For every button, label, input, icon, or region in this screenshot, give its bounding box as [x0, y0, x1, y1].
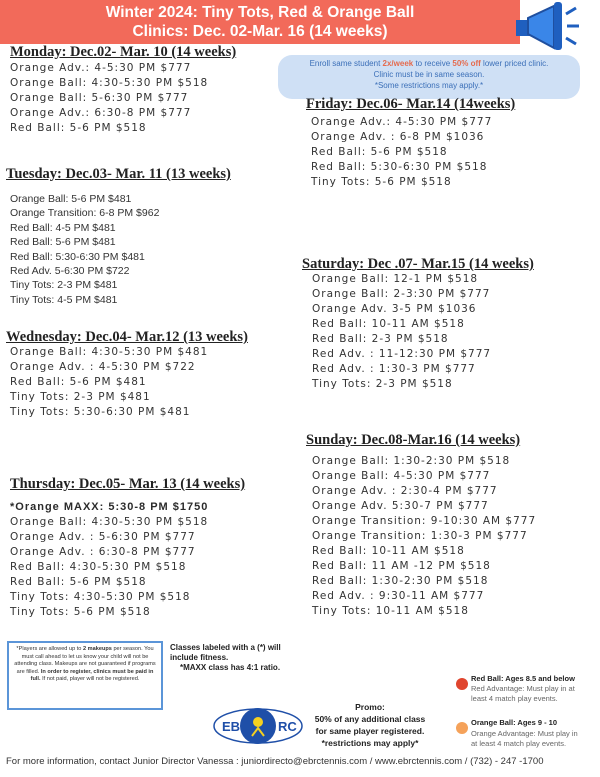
- maxx-label: Orange MAXX: 5:30-8 PM $1750: [15, 501, 209, 513]
- class-item: Red Ball: 5-6 PM $481: [10, 236, 116, 249]
- class-item: Orange Ball: 5-6:30 PM $777: [10, 92, 189, 104]
- class-item: Orange Adv. 3-5 PM $1036: [312, 303, 477, 315]
- class-item: Red Ball: 5:30-6:30 PM $481: [10, 250, 145, 263]
- promo-pill: [278, 55, 580, 99]
- monday-list: [10, 62, 208, 137]
- class-item: Red Adv. 5-6:30 PM $722: [10, 264, 130, 277]
- logo-text-right: RC: [278, 719, 297, 734]
- orange-ball-icon: [456, 722, 468, 734]
- tuesday-heading: Tuesday: Dec.03- Mar. 11 (13 weeks): [6, 166, 231, 182]
- promo-pill-text: to receive: [413, 59, 453, 68]
- makeup-policy-box: [7, 641, 163, 710]
- orange-ball-desc: Orange Advantage: Must play in at least 4 match play events.: [471, 729, 578, 748]
- class-item: Tiny Tots: 5-6 PM $518: [311, 176, 452, 188]
- promo-pill-line3: *Some restrictions may apply.*: [374, 81, 484, 90]
- class-item: Orange Adv.: 4-5:30 PM $777: [10, 62, 192, 74]
- class-item: Orange Ball: 2-3:30 PM $777: [312, 288, 491, 300]
- red-ball-title: Red Ball: Ages 8.5 and below: [471, 674, 575, 683]
- saturday-heading: Saturday: Dec .07- Mar.15 (14 weeks): [302, 256, 534, 272]
- policy-text: *Players are allowed up to: [16, 646, 83, 652]
- class-item: Orange Adv. : 5-6:30 PM $777: [10, 531, 196, 543]
- class-item: Orange Adv. : 2:30-4 PM $777: [312, 485, 498, 497]
- contact-footer: For more information, contact Junior Director Vanessa : juniordirecto@ebrctennis.com / www.ebrctennis.com / (732) - 247 -1700: [6, 756, 544, 767]
- promo-pill-bold: 2x/week: [382, 59, 414, 68]
- friday-list: [311, 116, 492, 191]
- wednesday-heading: Wednesday: Dec.04- Mar.12 (13 weeks): [6, 329, 248, 345]
- promo-line2: for same player registered.: [315, 726, 425, 736]
- policy-bold: In order to register, clinics must be paid in full.: [30, 668, 154, 682]
- promo-line1: 50% of any additional class: [314, 714, 426, 724]
- class-item: Orange Transition: 6-8 PM $962: [10, 207, 160, 220]
- class-item: Red Ball: 5-6 PM $518: [10, 122, 147, 134]
- class-item: Orange Adv.: 4-5:30 PM $777: [311, 116, 493, 128]
- wednesday-list: [10, 346, 208, 421]
- class-item: Orange Ball: 1:30-2:30 PM $518: [312, 455, 511, 467]
- promo-pill-text: Enroll same student: [309, 59, 383, 68]
- class-item: Red Ball: 5-6 PM $518: [10, 576, 147, 588]
- sunday-list: [312, 455, 536, 620]
- banner-title: Winter 2024: Tiny Tots, Red & Orange Ball: [105, 4, 415, 21]
- sunday-heading: Sunday: Dec.08-Mar.16 (14 weeks): [306, 432, 521, 448]
- promo-pill-bold: 50% off: [452, 59, 481, 68]
- thursday-heading: Thursday: Dec.05- Mar. 13 (14 weeks): [10, 476, 246, 492]
- class-item: Orange Ball: 4:30-5:30 PM $518: [10, 77, 209, 89]
- thursday-list: [10, 516, 208, 621]
- class-item: Red Ball: 11 AM -12 PM $518: [312, 560, 491, 572]
- class-item: Orange Adv. 5:30-7 PM $777: [312, 500, 489, 512]
- class-item: Tiny Tots: 5:30-6:30 PM $481: [10, 406, 191, 418]
- red-ball-desc: Red Advantage: Must play in at least 4 match play events.: [471, 684, 575, 703]
- class-item: Red Ball: 5-6 PM $518: [311, 146, 448, 158]
- class-item: Tiny Tots: 4:30-5:30 PM $518: [10, 591, 191, 603]
- promo-block: [305, 701, 435, 749]
- class-item: Orange Adv.: 6:30-8 PM $777: [10, 107, 192, 119]
- class-item: Orange Transition: 1:30-3 PM $777: [312, 530, 528, 542]
- promo-pill-line1: [278, 58, 580, 69]
- friday-heading: Friday: Dec.06- Mar.14 (14weeks): [306, 96, 516, 112]
- promo-pill-text: lower priced clinic.: [480, 59, 549, 68]
- class-item: Orange Ball: 4:30-5:30 PM $481: [10, 346, 209, 358]
- promo-title: Promo:: [355, 702, 385, 712]
- red-ball-icon: [456, 678, 468, 690]
- class-item: Orange Ball: 4:30-5:30 PM $518: [10, 516, 209, 528]
- class-item: Red Ball: 2-3 PM $518: [312, 333, 449, 345]
- tuesday-list: [10, 193, 159, 308]
- fitness-note-line1: Classes labeled with a (*) will include fitness.: [170, 643, 281, 662]
- class-item: Orange Adv. : 6:30-8 PM $777: [10, 546, 196, 558]
- promo-pill-line2: Clinic must be in same season.: [373, 70, 485, 79]
- orange-ball-title: Orange Ball: Ages 9 - 10: [471, 718, 558, 727]
- class-item: Tiny Tots: 10-11 AM $518: [312, 605, 469, 617]
- ebrc-logo: [212, 706, 304, 746]
- class-item: Orange Transition: 9-10:30 AM $777: [312, 515, 537, 527]
- policy-bold: 2 makeups: [82, 646, 112, 652]
- class-item: Red Adv. : 11-12:30 PM $777: [312, 348, 492, 360]
- class-item: Red Ball: 5-6 PM $481: [10, 376, 147, 388]
- policy-text: If not paid, player will not be registered.: [40, 676, 140, 682]
- class-item: Red Ball: 4-5 PM $481: [10, 221, 116, 234]
- class-item: Red Ball: 1:30-2:30 PM $518: [312, 575, 489, 587]
- class-item: Red Ball: 5:30-6:30 PM $518: [311, 161, 488, 173]
- megaphone-icon: [514, 0, 582, 52]
- monday-heading: Monday: Dec.02- Mar. 10 (14 weeks): [10, 44, 237, 60]
- banner-subtitle: Clinics: Dec. 02-Mar. 16 (14 weeks): [132, 23, 388, 40]
- policy-text: per season. You must call ahead to let us know your child will not be attending class. Makeups are not guaranteed if programs are filled.: [14, 646, 156, 675]
- class-item: Orange Adv. : 6-8 PM $1036: [311, 131, 485, 143]
- class-item: Red Ball: 10-11 AM $518: [312, 318, 465, 330]
- fitness-note: [170, 643, 310, 673]
- class-item: Red Adv. : 1:30-3 PM $777: [312, 363, 476, 375]
- class-item: Orange Ball: 4-5:30 PM $777: [312, 470, 491, 482]
- logo-text-left: EB: [222, 719, 241, 734]
- class-item: Tiny Tots: 5-6 PM $518: [10, 606, 151, 618]
- fitness-note-line2: *MAXX class has 4:1 ratio.: [180, 663, 281, 672]
- class-item: Red Adv. : 9:30-11 AM $777: [312, 590, 485, 602]
- orange-maxx-item: [10, 501, 208, 513]
- fitness-star: *: [10, 501, 16, 513]
- class-item: Orange Adv. : 4-5:30 PM $722: [10, 361, 196, 373]
- class-item: Tiny Tots: 4-5 PM $481: [10, 293, 118, 306]
- class-item: Orange Ball: 12-1 PM $518: [312, 273, 479, 285]
- class-item: Red Ball: 10-11 AM $518: [312, 545, 465, 557]
- saturday-list: [312, 273, 491, 393]
- class-item: Orange Ball: 5-6 PM $481: [10, 193, 132, 205]
- promo-line3: *restrictions may apply*: [321, 738, 419, 748]
- class-item: Tiny Tots: 2-3 PM $481: [10, 279, 118, 292]
- class-item: Tiny Tots: 2-3 PM $481: [10, 391, 151, 403]
- class-item: Red Ball: 4:30-5:30 PM $518: [10, 561, 187, 573]
- class-item: Tiny Tots: 2-3 PM $518: [312, 378, 453, 390]
